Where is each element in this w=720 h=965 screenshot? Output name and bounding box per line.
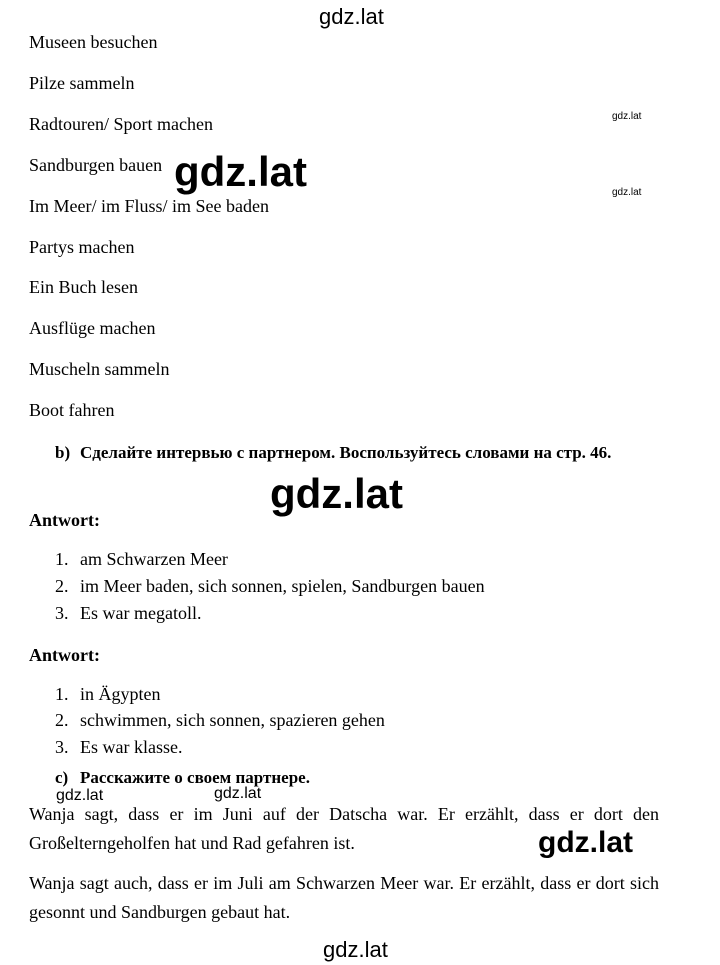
watermark-tiny-2: gdz.lat (612, 187, 642, 198)
activity-item: Partys machen (29, 237, 135, 257)
watermark-big-1: gdz.lat (174, 148, 307, 195)
watermark-medium-right: gdz.lat (538, 826, 633, 859)
answer-item-number: 2. (55, 576, 69, 596)
answer-item-number: 1. (55, 549, 69, 569)
watermark-tiny-1: gdz.lat (612, 111, 642, 122)
activity-item: Ausflüge machen (29, 318, 156, 338)
task-b-label: b) (55, 443, 71, 462)
activity-item: Im Meer/ im Fluss/ im See baden (29, 196, 269, 216)
answer-item-number: 2. (55, 710, 69, 730)
summary-paragraph: Wanja sagt auch, dass er im Juli am Schwarzen Meer war. Er erzählt, dass er dort sich gesonnt und Sandburgen gebaut hat. (29, 873, 659, 922)
activity-item: Radtouren/ Sport machen (29, 114, 213, 134)
answer-item (55, 737, 182, 758)
activity-item: Boot fahren (29, 400, 115, 420)
answer-item (55, 710, 385, 731)
answer-item (55, 603, 201, 624)
answer-item (55, 684, 161, 705)
watermark-big-2: gdz.lat (270, 470, 403, 517)
answer-item-text: in Ägypten (80, 684, 161, 704)
answer-item-text: im Meer baden, sich sonnen, spielen, Sandburgen bauen (80, 576, 485, 596)
activity-item: Museen besuchen (29, 32, 158, 52)
answer-item-text: am Schwarzen Meer (80, 549, 228, 569)
task-b-text: Сделайте интервью с партнером. Воспользуйтесь словами на стр. 46. (80, 443, 612, 462)
activity-item: Pilze sammeln (29, 73, 135, 93)
watermark-bottom: gdz.lat (323, 937, 388, 962)
task-c-text: Расскажите о своем партнере. (80, 768, 310, 787)
answer-heading: Antwort: (29, 510, 100, 530)
task-c-label: c) (55, 768, 69, 787)
summary-paragraph: Wanja sagt, dass er im Juni auf der Datscha war. Er erzählt, dass er dort den Großelterngeholfen hat und Rad gefahren ist. (29, 804, 659, 853)
activity-item: Muscheln sammeln (29, 359, 170, 379)
activity-item: Sandburgen bauen (29, 155, 163, 175)
task-c (55, 764, 659, 791)
answer-item-number: 3. (55, 603, 69, 623)
answer-item (55, 549, 228, 570)
answer-item-text: Es war klasse. (80, 737, 183, 757)
answer-item-text: Es war megatoll. (80, 603, 202, 623)
task-b (55, 439, 659, 466)
activity-item: Ein Buch lesen (29, 277, 138, 297)
answer-item-text: schwimmen, sich sonnen, spazieren gehen (80, 710, 385, 730)
watermark-small-left: gdz.lat (56, 787, 104, 804)
watermark-top: gdz.lat (319, 4, 384, 29)
answer-heading: Antwort: (29, 645, 100, 665)
answer-item-number: 1. (55, 684, 69, 704)
watermark-small-mid: gdz.lat (214, 785, 262, 802)
answer-item-number: 3. (55, 737, 69, 757)
answer-item (55, 576, 485, 597)
